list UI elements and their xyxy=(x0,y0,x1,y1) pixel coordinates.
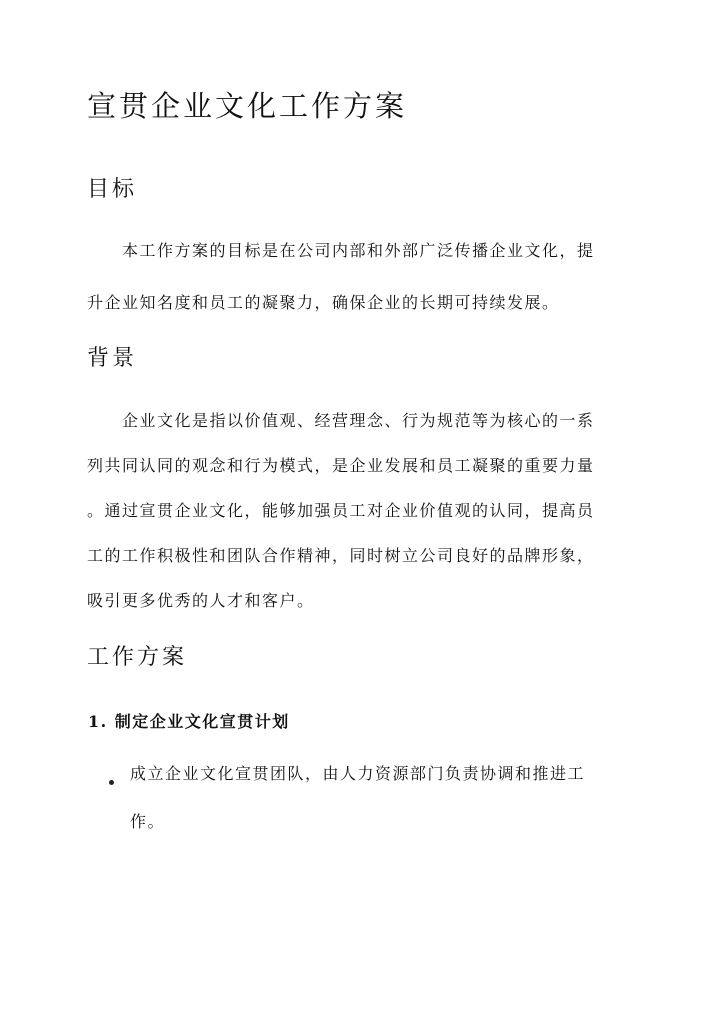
background-paragraph xyxy=(87,412,632,610)
section-heading-goal: 目标 xyxy=(87,177,138,202)
paragraph-line: 升企业知名度和员工的凝聚力，确保企业的长期可持续发展。 xyxy=(87,294,560,312)
bullet-item xyxy=(130,765,630,831)
paragraph-line: 列共同认同的观念和行为模式，是企业发展和员工凝聚的重要力量 xyxy=(87,457,595,475)
plan-item-1-title: 1. 制定企业文化宣贯计划 xyxy=(88,712,290,731)
section-heading-background: 背景 xyxy=(87,346,138,371)
section-heading-plan: 工作方案 xyxy=(87,645,188,670)
paragraph-line: 本工作方案的目标是在公司内部和外部广泛传播企业文化，提 xyxy=(122,242,595,260)
paragraph-line: 吸引更多优秀的人才和客户。 xyxy=(87,592,315,610)
goal-paragraph xyxy=(87,242,632,312)
bullet-line: 成立企业文化宣贯团队，由人力资源部门负责协调和推进工 xyxy=(130,764,586,783)
document-title: 宣贯企业文化工作方案 xyxy=(87,89,408,123)
bullet-line: 作。 xyxy=(130,812,166,831)
paragraph-line: 工的工作积极性和团队合作精神，同时树立公司良好的品牌形象， xyxy=(87,547,595,565)
paragraph-line: 。通过宣贯企业文化，能够加强员工对企业价值观的认同，提高员 xyxy=(87,502,595,520)
bullet-icon xyxy=(109,780,114,785)
paragraph-line: 企业文化是指以价值观、经营理念、行为规范等为核心的一系 xyxy=(122,412,595,430)
